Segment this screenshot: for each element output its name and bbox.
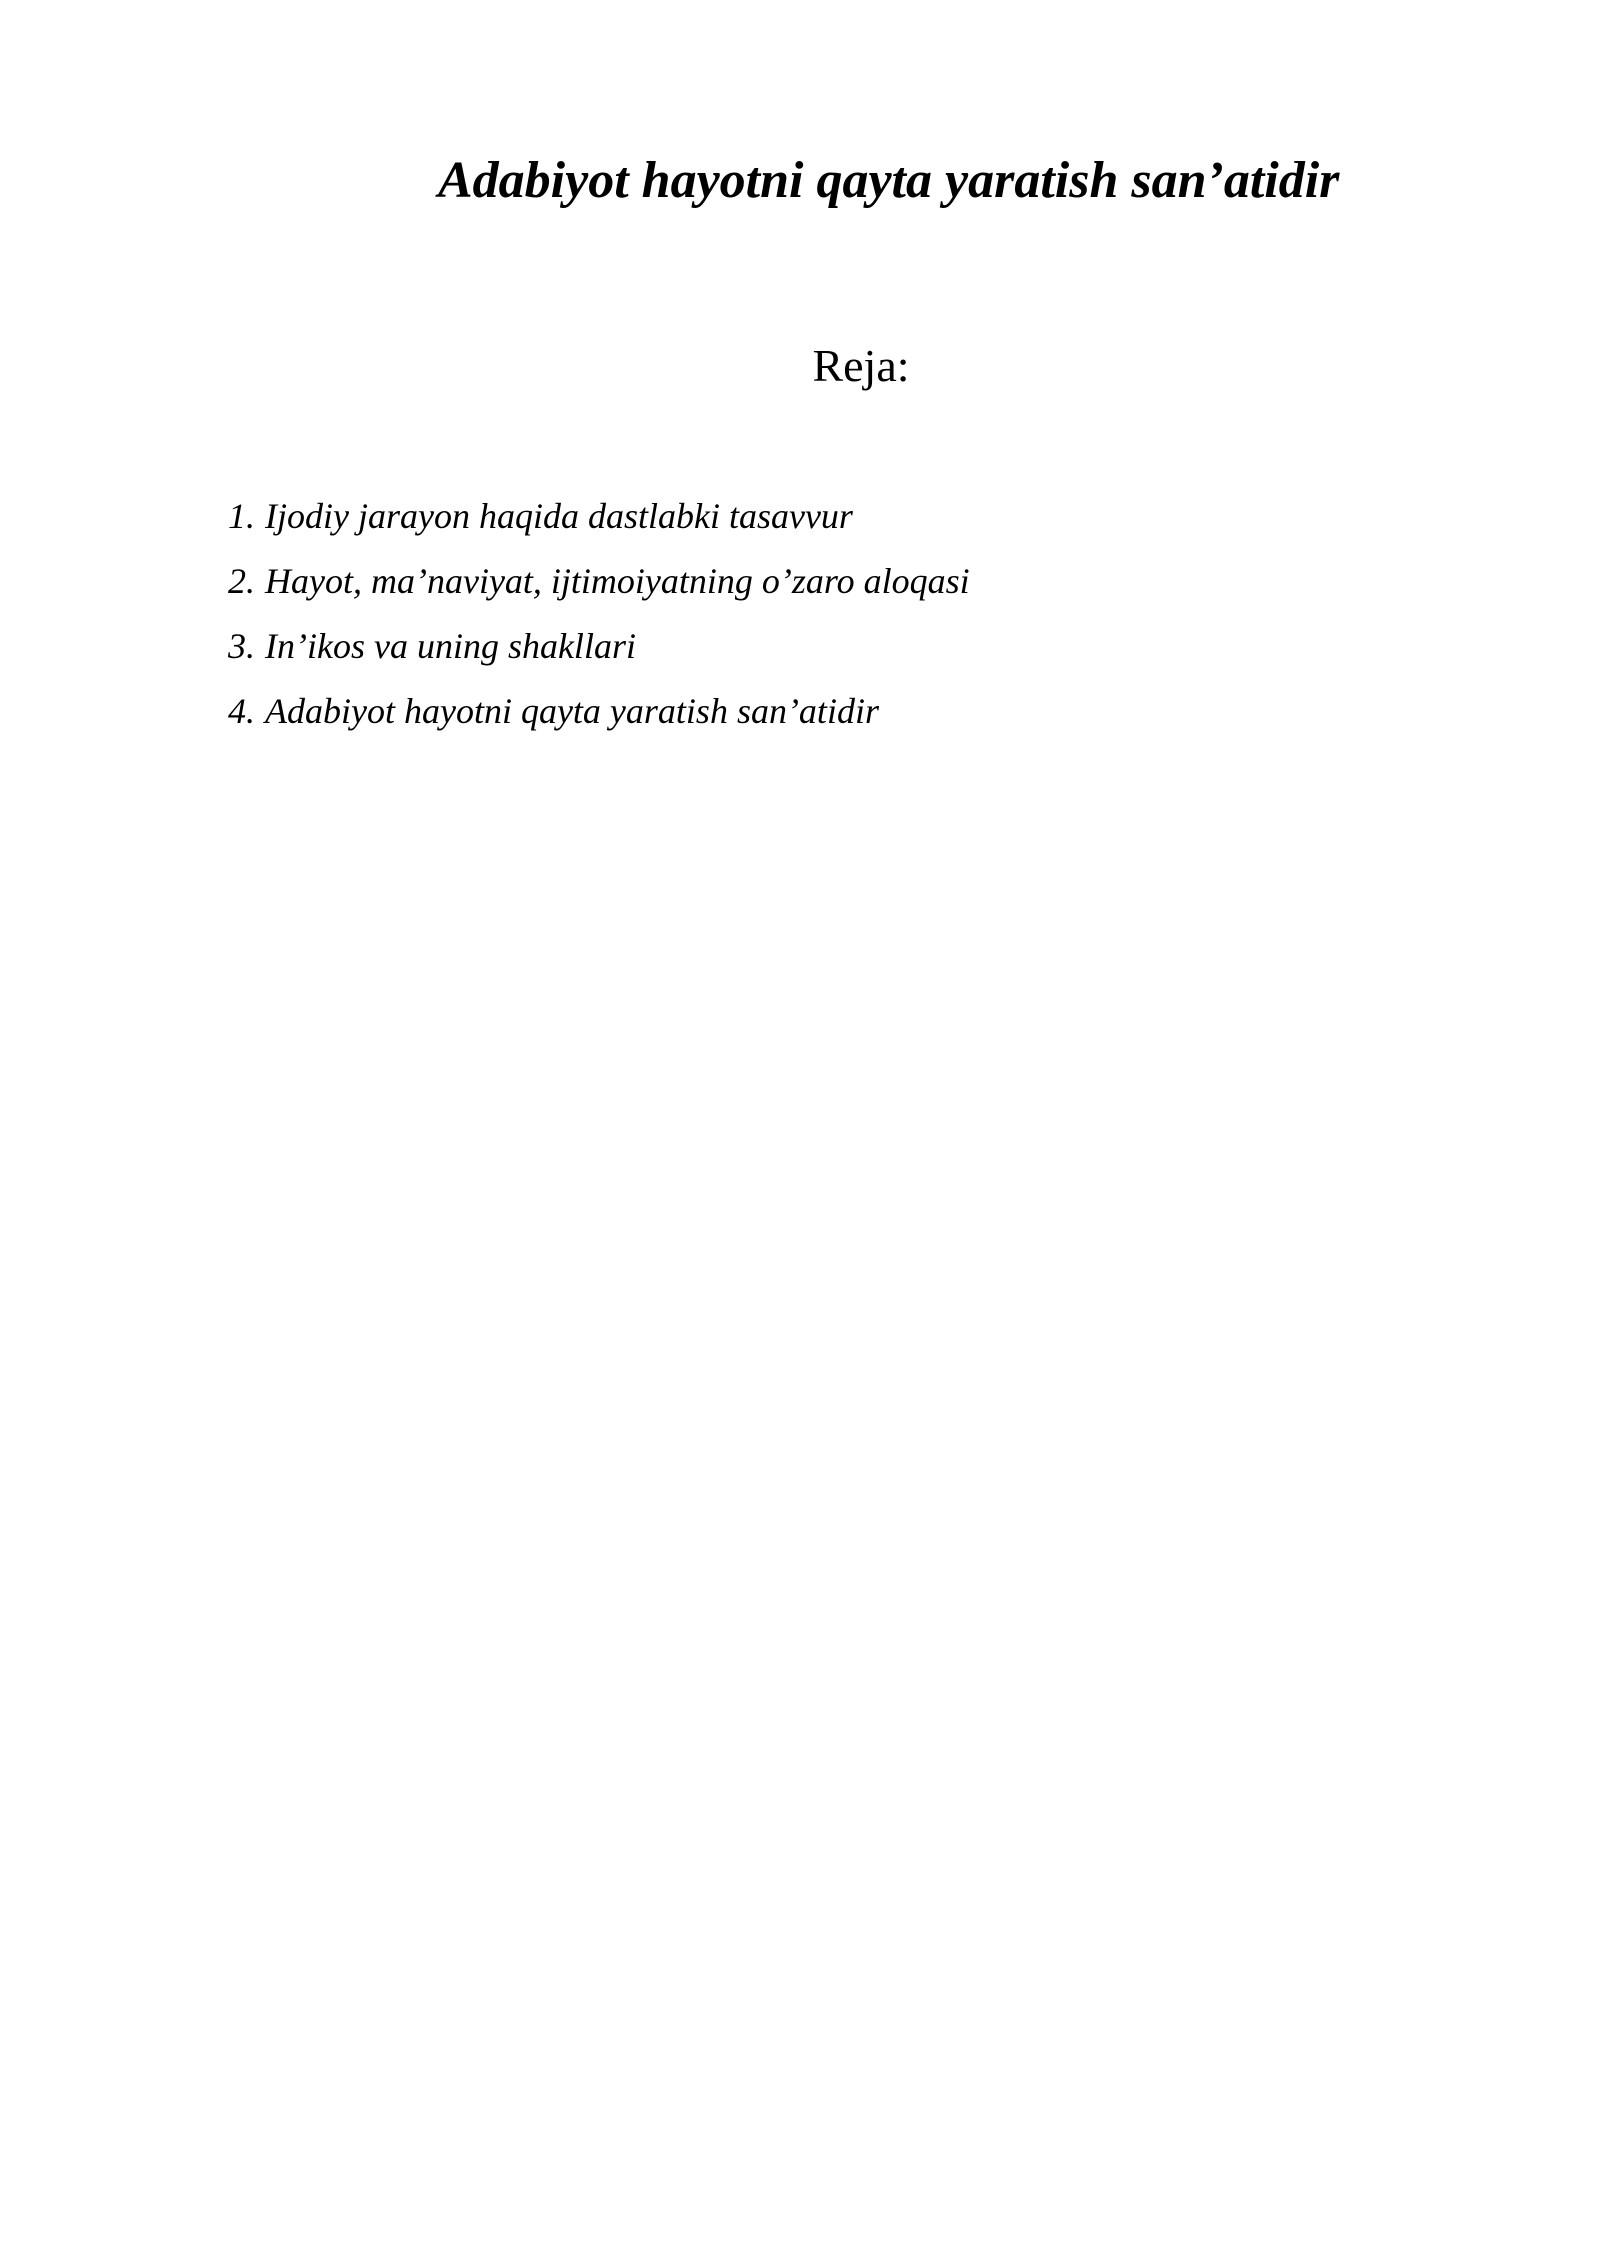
plan-item-number: 3. [228, 626, 255, 666]
plan-item [228, 484, 970, 549]
plan-list [228, 484, 970, 744]
plan-item-number: 2. [228, 561, 255, 601]
plan-heading: Reja: [812, 340, 910, 391]
plan-item-text: Hayot, ma’naviyat, ijtimoiyatning o’zaro aloqasi [265, 561, 970, 601]
plan-item-number: 1. [228, 496, 255, 536]
plan-item [228, 679, 970, 744]
plan-item [228, 614, 970, 679]
document-title: Adabiyot hayotni qayta yaratish san’atidir [438, 152, 1340, 209]
plan-item-text: Ijodiy jarayon haqida dastlabki tasavvur [265, 496, 853, 536]
plan-item-number: 4. [228, 691, 255, 731]
plan-item [228, 549, 970, 614]
plan-item-text: In’ikos va uning shakllari [265, 626, 636, 666]
plan-item-text: Adabiyot hayotni qayta yaratish san’atidir [265, 691, 879, 731]
